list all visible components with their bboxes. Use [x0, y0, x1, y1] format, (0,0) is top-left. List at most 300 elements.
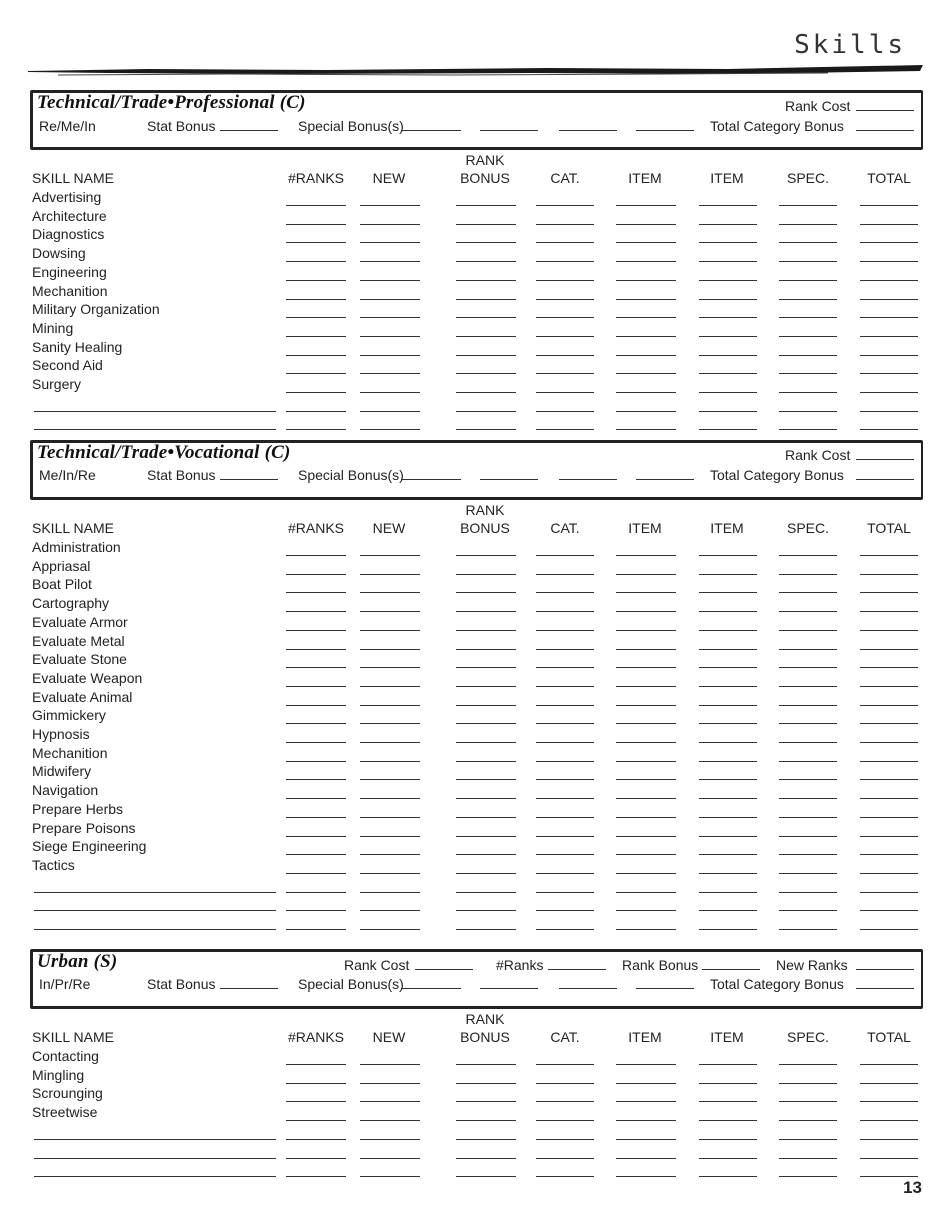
- skill-row-field[interactable]: [779, 592, 837, 593]
- skill-row-field[interactable]: [360, 411, 420, 412]
- skill-row-field[interactable]: [860, 929, 918, 930]
- skill-row-field[interactable]: [456, 392, 516, 393]
- skill-row-field[interactable]: [616, 705, 676, 706]
- blank-skill-name-field[interactable]: [34, 411, 276, 412]
- skill-row-field[interactable]: [286, 261, 346, 262]
- skill-row-field[interactable]: [360, 592, 420, 593]
- skill-row-field[interactable]: [860, 611, 918, 612]
- skill-row-field[interactable]: [860, 779, 918, 780]
- skill-row-field[interactable]: [616, 1139, 676, 1140]
- skill-row-field[interactable]: [286, 836, 346, 837]
- skill-row-field[interactable]: [699, 205, 757, 206]
- skill-row-field[interactable]: [360, 280, 420, 281]
- skill-row-field[interactable]: [616, 854, 676, 855]
- skill-row-field[interactable]: [779, 1176, 837, 1177]
- skill-row-field[interactable]: [286, 1158, 346, 1159]
- skill-row-field[interactable]: [779, 779, 837, 780]
- skill-row-field[interactable]: [860, 299, 918, 300]
- skill-row-field[interactable]: [360, 929, 420, 930]
- skill-row-field[interactable]: [699, 224, 757, 225]
- skill-row-field[interactable]: [699, 1101, 757, 1102]
- skill-row-field[interactable]: [779, 336, 837, 337]
- skill-row-field[interactable]: [779, 429, 837, 430]
- skill-row-field[interactable]: [616, 1120, 676, 1121]
- skill-row-field[interactable]: [779, 1064, 837, 1065]
- skill-row-field[interactable]: [779, 836, 837, 837]
- skill-row-field[interactable]: [360, 723, 420, 724]
- skill-row-field[interactable]: [360, 205, 420, 206]
- skill-row-field[interactable]: [536, 1101, 594, 1102]
- skill-row-field[interactable]: [536, 630, 594, 631]
- skill-row-field[interactable]: [779, 555, 837, 556]
- skill-row-field[interactable]: [536, 910, 594, 911]
- skill-row-field[interactable]: [456, 411, 516, 412]
- skill-row-field[interactable]: [536, 317, 594, 318]
- skill-row-field[interactable]: [286, 761, 346, 762]
- blank-skill-name-field[interactable]: [34, 1176, 276, 1177]
- skill-row-field[interactable]: [860, 392, 918, 393]
- skill-row-field[interactable]: [286, 224, 346, 225]
- stat-bonus-field[interactable]: [220, 130, 278, 131]
- blank-skill-name-field[interactable]: [34, 910, 276, 911]
- skill-row-field[interactable]: [699, 649, 757, 650]
- skill-row-field[interactable]: [360, 1176, 420, 1177]
- skill-row-field[interactable]: [360, 555, 420, 556]
- skill-row-field[interactable]: [456, 836, 516, 837]
- skill-row-field[interactable]: [286, 555, 346, 556]
- skill-row-field[interactable]: [536, 592, 594, 593]
- skill-row-field[interactable]: [360, 1158, 420, 1159]
- skill-row-field[interactable]: [699, 798, 757, 799]
- skill-row-field[interactable]: [286, 742, 346, 743]
- skill-row-field[interactable]: [360, 892, 420, 893]
- skill-row-field[interactable]: [286, 1176, 346, 1177]
- skill-row-field[interactable]: [860, 854, 918, 855]
- skill-row-field[interactable]: [616, 1083, 676, 1084]
- special-bonus-field[interactable]: [636, 479, 694, 480]
- skill-row-field[interactable]: [860, 742, 918, 743]
- total-category-bonus-field[interactable]: [856, 130, 914, 131]
- skill-row-field[interactable]: [536, 574, 594, 575]
- skill-row-field[interactable]: [860, 205, 918, 206]
- skill-row-field[interactable]: [536, 1139, 594, 1140]
- skill-row-field[interactable]: [779, 630, 837, 631]
- skill-row-field[interactable]: [360, 798, 420, 799]
- skill-row-field[interactable]: [536, 205, 594, 206]
- skill-row-field[interactable]: [536, 611, 594, 612]
- skill-row-field[interactable]: [860, 280, 918, 281]
- skill-row-field[interactable]: [616, 299, 676, 300]
- skill-row-field[interactable]: [456, 242, 516, 243]
- skill-row-field[interactable]: [456, 1176, 516, 1177]
- skill-row-field[interactable]: [456, 779, 516, 780]
- skill-row-field[interactable]: [456, 355, 516, 356]
- skill-row-field[interactable]: [536, 242, 594, 243]
- skill-row-field[interactable]: [536, 817, 594, 818]
- skill-row-field[interactable]: [536, 686, 594, 687]
- skill-row-field[interactable]: [779, 873, 837, 874]
- skill-row-field[interactable]: [456, 1083, 516, 1084]
- skill-row-field[interactable]: [360, 1120, 420, 1121]
- skill-row-field[interactable]: [699, 686, 757, 687]
- skill-row-field[interactable]: [360, 224, 420, 225]
- skill-row-field[interactable]: [360, 873, 420, 874]
- stat-bonus-field[interactable]: [220, 988, 278, 989]
- skill-row-field[interactable]: [456, 667, 516, 668]
- skill-row-field[interactable]: [536, 873, 594, 874]
- skill-row-field[interactable]: [699, 723, 757, 724]
- skill-row-field[interactable]: [286, 723, 346, 724]
- skill-row-field[interactable]: [616, 873, 676, 874]
- skill-row-field[interactable]: [779, 723, 837, 724]
- skill-row-field[interactable]: [286, 1120, 346, 1121]
- skill-row-field[interactable]: [536, 355, 594, 356]
- skill-row-field[interactable]: [536, 892, 594, 893]
- skill-row-field[interactable]: [536, 761, 594, 762]
- skill-row-field[interactable]: [779, 574, 837, 575]
- skill-row-field[interactable]: [616, 555, 676, 556]
- skill-row-field[interactable]: [779, 854, 837, 855]
- stat-bonus-field[interactable]: [220, 479, 278, 480]
- skill-row-field[interactable]: [456, 817, 516, 818]
- skill-row-field[interactable]: [860, 373, 918, 374]
- skill-row-field[interactable]: [360, 836, 420, 837]
- skill-row-field[interactable]: [456, 1120, 516, 1121]
- total-category-bonus-field[interactable]: [856, 479, 914, 480]
- skill-row-field[interactable]: [699, 910, 757, 911]
- skill-row-field[interactable]: [779, 280, 837, 281]
- skill-row-field[interactable]: [536, 742, 594, 743]
- skill-row-field[interactable]: [779, 317, 837, 318]
- skill-row-field[interactable]: [456, 261, 516, 262]
- skill-row-field[interactable]: [286, 649, 346, 650]
- ranks-field[interactable]: [548, 969, 606, 970]
- skill-row-field[interactable]: [456, 723, 516, 724]
- special-bonus-field[interactable]: [559, 479, 617, 480]
- skill-row-field[interactable]: [360, 355, 420, 356]
- skill-row-field[interactable]: [699, 299, 757, 300]
- skill-row-field[interactable]: [456, 336, 516, 337]
- skill-row-field[interactable]: [699, 1083, 757, 1084]
- skill-row-field[interactable]: [779, 761, 837, 762]
- skill-row-field[interactable]: [699, 892, 757, 893]
- skill-row-field[interactable]: [860, 336, 918, 337]
- skill-row-field[interactable]: [699, 336, 757, 337]
- skill-row-field[interactable]: [616, 592, 676, 593]
- skill-row-field[interactable]: [616, 761, 676, 762]
- skill-row-field[interactable]: [779, 705, 837, 706]
- skill-row-field[interactable]: [699, 373, 757, 374]
- special-bonus-field[interactable]: [480, 988, 538, 989]
- skill-row-field[interactable]: [699, 705, 757, 706]
- skill-row-field[interactable]: [456, 224, 516, 225]
- skill-row-field[interactable]: [536, 261, 594, 262]
- skill-row-field[interactable]: [860, 261, 918, 262]
- skill-row-field[interactable]: [699, 1064, 757, 1065]
- skill-row-field[interactable]: [286, 779, 346, 780]
- skill-row-field[interactable]: [456, 205, 516, 206]
- skill-row-field[interactable]: [699, 817, 757, 818]
- skill-row-field[interactable]: [536, 1083, 594, 1084]
- skill-row-field[interactable]: [536, 1120, 594, 1121]
- skill-row-field[interactable]: [860, 723, 918, 724]
- skill-row-field[interactable]: [616, 798, 676, 799]
- skill-row-field[interactable]: [779, 411, 837, 412]
- skill-row-field[interactable]: [360, 1101, 420, 1102]
- skill-row-field[interactable]: [286, 817, 346, 818]
- skill-row-field[interactable]: [536, 667, 594, 668]
- skill-row-field[interactable]: [286, 392, 346, 393]
- skill-row-field[interactable]: [616, 817, 676, 818]
- skill-row-field[interactable]: [536, 929, 594, 930]
- skill-row-field[interactable]: [360, 630, 420, 631]
- skill-row-field[interactable]: [860, 592, 918, 593]
- skill-row-field[interactable]: [699, 261, 757, 262]
- skill-row-field[interactable]: [860, 224, 918, 225]
- skill-row-field[interactable]: [860, 817, 918, 818]
- skill-row-field[interactable]: [779, 392, 837, 393]
- skill-row-field[interactable]: [536, 224, 594, 225]
- skill-row-field[interactable]: [456, 705, 516, 706]
- skill-row-field[interactable]: [360, 1083, 420, 1084]
- skill-row-field[interactable]: [616, 392, 676, 393]
- skill-row-field[interactable]: [456, 611, 516, 612]
- skill-row-field[interactable]: [456, 317, 516, 318]
- skill-row-field[interactable]: [536, 723, 594, 724]
- skill-row-field[interactable]: [616, 317, 676, 318]
- skill-row-field[interactable]: [360, 392, 420, 393]
- skill-row-field[interactable]: [536, 649, 594, 650]
- skill-row-field[interactable]: [456, 592, 516, 593]
- skill-row-field[interactable]: [616, 611, 676, 612]
- skill-row-field[interactable]: [456, 574, 516, 575]
- skill-row-field[interactable]: [616, 242, 676, 243]
- skill-row-field[interactable]: [360, 429, 420, 430]
- skill-row-field[interactable]: [779, 261, 837, 262]
- skill-row-field[interactable]: [779, 242, 837, 243]
- skill-row-field[interactable]: [860, 630, 918, 631]
- skill-row-field[interactable]: [286, 705, 346, 706]
- skill-row-field[interactable]: [860, 1139, 918, 1140]
- skill-row-field[interactable]: [360, 574, 420, 575]
- skill-row-field[interactable]: [616, 1101, 676, 1102]
- skill-row-field[interactable]: [699, 280, 757, 281]
- skill-row-field[interactable]: [286, 242, 346, 243]
- skill-row-field[interactable]: [456, 1158, 516, 1159]
- skill-row-field[interactable]: [616, 929, 676, 930]
- skill-row-field[interactable]: [360, 242, 420, 243]
- skill-row-field[interactable]: [616, 336, 676, 337]
- skill-row-field[interactable]: [699, 355, 757, 356]
- skill-row-field[interactable]: [779, 892, 837, 893]
- skill-row-field[interactable]: [860, 910, 918, 911]
- skill-row-field[interactable]: [286, 355, 346, 356]
- special-bonus-field[interactable]: [559, 130, 617, 131]
- skill-row-field[interactable]: [616, 280, 676, 281]
- skill-row-field[interactable]: [286, 336, 346, 337]
- skill-row-field[interactable]: [360, 336, 420, 337]
- skill-row-field[interactable]: [699, 555, 757, 556]
- skill-row-field[interactable]: [779, 817, 837, 818]
- skill-row-field[interactable]: [286, 854, 346, 855]
- skill-row-field[interactable]: [536, 836, 594, 837]
- skill-row-field[interactable]: [699, 429, 757, 430]
- skill-row-field[interactable]: [360, 686, 420, 687]
- special-bonus-field[interactable]: [636, 988, 694, 989]
- special-bonus-field[interactable]: [401, 479, 461, 480]
- skill-row-field[interactable]: [616, 779, 676, 780]
- skill-row-field[interactable]: [699, 1176, 757, 1177]
- new-ranks-field[interactable]: [856, 969, 914, 970]
- skill-row-field[interactable]: [456, 910, 516, 911]
- skill-row-field[interactable]: [286, 574, 346, 575]
- skill-row-field[interactable]: [699, 1120, 757, 1121]
- skill-row-field[interactable]: [360, 910, 420, 911]
- special-bonus-field[interactable]: [559, 988, 617, 989]
- skill-row-field[interactable]: [779, 910, 837, 911]
- skill-row-field[interactable]: [286, 611, 346, 612]
- rank-cost-field[interactable]: [856, 459, 914, 460]
- skill-row-field[interactable]: [699, 611, 757, 612]
- skill-row-field[interactable]: [536, 854, 594, 855]
- skill-row-field[interactable]: [860, 892, 918, 893]
- skill-row-field[interactable]: [286, 280, 346, 281]
- skill-row-field[interactable]: [699, 742, 757, 743]
- skill-row-field[interactable]: [360, 317, 420, 318]
- skill-row-field[interactable]: [616, 224, 676, 225]
- skill-row-field[interactable]: [456, 798, 516, 799]
- skill-row-field[interactable]: [779, 1083, 837, 1084]
- rank-cost-field[interactable]: [856, 110, 914, 111]
- skill-row-field[interactable]: [860, 1158, 918, 1159]
- skill-row-field[interactable]: [286, 873, 346, 874]
- skill-row-field[interactable]: [860, 429, 918, 430]
- skill-row-field[interactable]: [699, 761, 757, 762]
- skill-row-field[interactable]: [360, 705, 420, 706]
- skill-row-field[interactable]: [616, 261, 676, 262]
- skill-row-field[interactable]: [779, 1120, 837, 1121]
- skill-row-field[interactable]: [779, 299, 837, 300]
- skill-row-field[interactable]: [456, 1101, 516, 1102]
- skill-row-field[interactable]: [456, 929, 516, 930]
- skill-row-field[interactable]: [616, 1176, 676, 1177]
- skill-row-field[interactable]: [456, 892, 516, 893]
- special-bonus-field[interactable]: [480, 479, 538, 480]
- skill-row-field[interactable]: [536, 705, 594, 706]
- skill-row-field[interactable]: [779, 355, 837, 356]
- skill-row-field[interactable]: [860, 411, 918, 412]
- skill-row-field[interactable]: [286, 892, 346, 893]
- skill-row-field[interactable]: [286, 910, 346, 911]
- skill-row-field[interactable]: [360, 649, 420, 650]
- skill-row-field[interactable]: [360, 261, 420, 262]
- skill-row-field[interactable]: [860, 317, 918, 318]
- skill-row-field[interactable]: [699, 574, 757, 575]
- skill-row-field[interactable]: [616, 836, 676, 837]
- skill-row-field[interactable]: [456, 555, 516, 556]
- skill-row-field[interactable]: [860, 836, 918, 837]
- skill-row-field[interactable]: [536, 373, 594, 374]
- skill-row-field[interactable]: [860, 1083, 918, 1084]
- skill-row-field[interactable]: [699, 317, 757, 318]
- blank-skill-name-field[interactable]: [34, 429, 276, 430]
- blank-skill-name-field[interactable]: [34, 1139, 276, 1140]
- skill-row-field[interactable]: [456, 280, 516, 281]
- skill-row-field[interactable]: [860, 1101, 918, 1102]
- skill-row-field[interactable]: [456, 854, 516, 855]
- skill-row-field[interactable]: [699, 836, 757, 837]
- skill-row-field[interactable]: [360, 1139, 420, 1140]
- skill-row-field[interactable]: [779, 798, 837, 799]
- skill-row-field[interactable]: [456, 873, 516, 874]
- skill-row-field[interactable]: [860, 798, 918, 799]
- skill-row-field[interactable]: [779, 205, 837, 206]
- skill-row-field[interactable]: [779, 929, 837, 930]
- skill-row-field[interactable]: [699, 667, 757, 668]
- skill-row-field[interactable]: [699, 1139, 757, 1140]
- skill-row-field[interactable]: [860, 705, 918, 706]
- skill-row-field[interactable]: [616, 892, 676, 893]
- skill-row-field[interactable]: [360, 299, 420, 300]
- skill-row-field[interactable]: [616, 205, 676, 206]
- skill-row-field[interactable]: [456, 299, 516, 300]
- special-bonus-field[interactable]: [636, 130, 694, 131]
- skill-row-field[interactable]: [536, 779, 594, 780]
- skill-row-field[interactable]: [536, 280, 594, 281]
- skill-row-field[interactable]: [286, 373, 346, 374]
- skill-row-field[interactable]: [616, 411, 676, 412]
- skill-row-field[interactable]: [360, 1064, 420, 1065]
- skill-row-field[interactable]: [536, 1158, 594, 1159]
- skill-row-field[interactable]: [699, 779, 757, 780]
- skill-row-field[interactable]: [360, 742, 420, 743]
- skill-row-field[interactable]: [616, 686, 676, 687]
- skill-row-field[interactable]: [699, 929, 757, 930]
- skill-row-field[interactable]: [699, 630, 757, 631]
- skill-row-field[interactable]: [779, 742, 837, 743]
- skill-row-field[interactable]: [779, 611, 837, 612]
- skill-row-field[interactable]: [779, 686, 837, 687]
- skill-row-field[interactable]: [616, 742, 676, 743]
- blank-skill-name-field[interactable]: [34, 929, 276, 930]
- skill-row-field[interactable]: [779, 373, 837, 374]
- skill-row-field[interactable]: [779, 1158, 837, 1159]
- skill-row-field[interactable]: [860, 649, 918, 650]
- skill-row-field[interactable]: [860, 1120, 918, 1121]
- skill-row-field[interactable]: [360, 854, 420, 855]
- skill-row-field[interactable]: [286, 667, 346, 668]
- skill-row-field[interactable]: [860, 1064, 918, 1065]
- skill-row-field[interactable]: [286, 798, 346, 799]
- skill-row-field[interactable]: [536, 429, 594, 430]
- skill-row-field[interactable]: [360, 373, 420, 374]
- skill-row-field[interactable]: [616, 649, 676, 650]
- special-bonus-field[interactable]: [401, 130, 461, 131]
- skill-row-field[interactable]: [779, 1101, 837, 1102]
- skill-row-field[interactable]: [860, 667, 918, 668]
- skill-row-field[interactable]: [360, 779, 420, 780]
- skill-row-field[interactable]: [286, 929, 346, 930]
- skill-row-field[interactable]: [616, 373, 676, 374]
- skill-row-field[interactable]: [699, 242, 757, 243]
- skill-row-field[interactable]: [286, 630, 346, 631]
- rank-bonus-field[interactable]: [702, 969, 760, 970]
- special-bonus-field[interactable]: [480, 130, 538, 131]
- skill-row-field[interactable]: [286, 411, 346, 412]
- skill-row-field[interactable]: [536, 336, 594, 337]
- skill-row-field[interactable]: [536, 1176, 594, 1177]
- skill-row-field[interactable]: [286, 1139, 346, 1140]
